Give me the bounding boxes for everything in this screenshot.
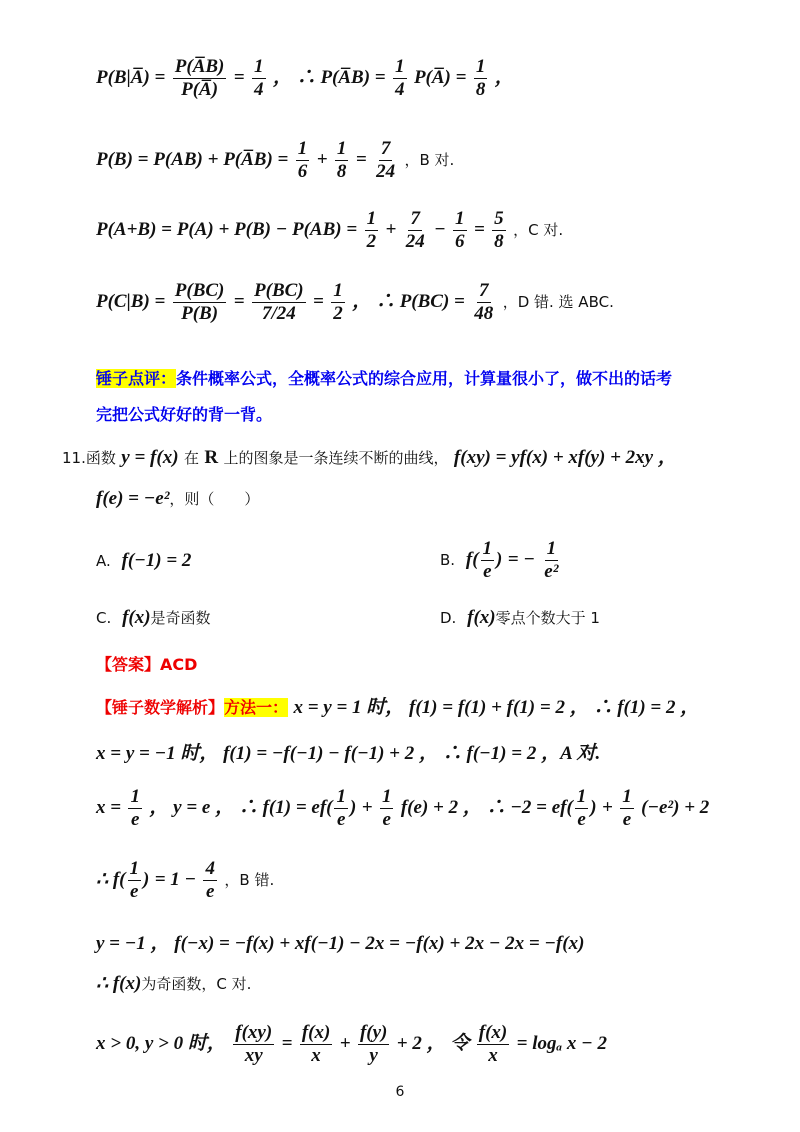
option-d	[440, 607, 600, 629]
fraction	[128, 786, 142, 831]
math-text: =	[233, 290, 245, 312]
denominator: 6	[455, 230, 465, 252]
numerator: 1	[482, 538, 493, 559]
denominator: e	[483, 560, 492, 582]
math-text: P(C|B) =	[96, 290, 166, 312]
answer-label: 【答案】ACD	[96, 655, 198, 674]
denominator: 2	[333, 302, 343, 324]
method-label: 方法一：	[224, 698, 289, 717]
denominator: 4	[395, 78, 405, 100]
fraction	[173, 56, 227, 101]
fraction	[481, 538, 495, 583]
numerator: 1	[475, 56, 486, 77]
denominator: x	[488, 1044, 498, 1066]
fraction	[334, 786, 348, 831]
math-text: = −	[507, 548, 535, 570]
denominator: 24	[405, 230, 425, 252]
math-text: x =	[96, 796, 122, 818]
math-text: +	[385, 218, 397, 240]
math-text: +	[316, 148, 328, 170]
math-text: y = −1 ， f(−x) = −f(x) + xf(−1) − 2x = −f(x) + 2x − 2x = −f(x)	[96, 933, 585, 954]
denominator: x	[311, 1044, 321, 1066]
verdict-text: ，B 错.	[224, 870, 275, 889]
question-text: 函数	[85, 449, 116, 467]
denominator: 6	[297, 160, 308, 182]
math-text: −	[434, 218, 446, 240]
question-text: 上的图象是一条连续不断的曲线，	[223, 449, 449, 467]
analysis-line-4: ∴ f( $\frac{1}{e}$ ) = 1 − $\frac{4}{e}$ ，B 错.	[96, 858, 275, 902]
option-a	[96, 550, 191, 572]
analysis-line-7	[96, 1022, 607, 1067]
comment-text: 条件概率公式，全概率公式的综合应用，计算量很小了，做不出的话考	[176, 369, 673, 388]
denominator: 8	[494, 230, 504, 252]
analysis-line-6	[96, 972, 251, 995]
denominator: e	[577, 808, 586, 830]
math-text: ，	[494, 66, 514, 88]
question-number: 11.	[62, 449, 86, 467]
math-text: P(A+B) = P(A) + P(B) − P(AB) =	[96, 218, 358, 240]
numerator: 1	[130, 786, 140, 807]
math-text: =	[281, 1032, 293, 1054]
equation-line-1	[96, 56, 514, 101]
math-text: =	[313, 290, 324, 312]
math-text: f(e) = −e²	[96, 488, 170, 509]
question-11	[62, 442, 677, 469]
denominator: 48	[474, 302, 494, 324]
fraction	[203, 858, 217, 903]
equation-line-3	[96, 208, 563, 253]
comment-text: 完把公式好好的背一背。	[96, 405, 273, 424]
math-text: ， ∴ P(A̅B) =	[272, 66, 386, 88]
numerator: 1	[366, 208, 377, 229]
option-label: D.	[440, 609, 457, 627]
math-text: +	[339, 1032, 351, 1054]
math-text: x = y = −1 时， f(1) = −f(−1) − f(−1) + 2 ， ∴ f(−1) = 2 ，A 对.	[96, 743, 601, 764]
math-text: =	[233, 66, 245, 88]
math-text: x > 0, y > 0 时，	[96, 1032, 226, 1054]
fraction	[358, 1022, 389, 1067]
math-text: +	[361, 796, 373, 818]
math-text: f(−1) = 2	[121, 550, 192, 571]
equation-line-2	[96, 138, 454, 183]
fraction	[374, 138, 397, 183]
numerator: 7	[479, 280, 489, 301]
numerator: 1	[546, 538, 557, 559]
fraction	[252, 280, 306, 325]
numerator: P(A̅B)	[174, 56, 225, 77]
numerator: 7	[410, 208, 420, 229]
fraction	[380, 786, 394, 831]
question-text: 在	[183, 449, 199, 467]
numerator: P(BC)	[174, 280, 225, 301]
numerator: 1	[395, 56, 405, 77]
fraction	[296, 138, 310, 183]
fraction	[252, 56, 266, 101]
equation-line-4	[96, 280, 614, 325]
denominator: 2	[366, 230, 377, 252]
fraction	[474, 56, 488, 101]
fraction	[128, 858, 142, 903]
numerator: 1	[254, 56, 264, 77]
fraction	[404, 208, 427, 253]
denominator: 24	[376, 160, 396, 182]
option-c	[96, 607, 211, 629]
analysis-label: 【锤子数学解析】	[96, 698, 225, 717]
analysis-line-5	[96, 928, 584, 955]
math-text: y = f(x)	[121, 447, 179, 468]
denominator: e	[206, 880, 215, 902]
option-text: 是奇函数	[150, 609, 211, 627]
fraction	[575, 786, 589, 831]
math-text: = 1 −	[154, 868, 197, 890]
math-text: ， y = e ， ∴ f(1) = ef	[149, 796, 327, 818]
denominator: 7/24	[261, 302, 296, 324]
denominator: e²	[544, 560, 559, 582]
denominator: e	[622, 808, 632, 830]
math-text: f(x)	[122, 607, 151, 628]
fraction	[472, 280, 495, 325]
math-text: + 2 ， 令	[396, 1032, 470, 1054]
denominator: e	[337, 808, 346, 830]
verdict-text: ，B 对.	[404, 150, 455, 169]
numerator: 4	[205, 858, 215, 879]
analysis-line-1	[96, 692, 699, 719]
numerator: 1	[381, 786, 392, 807]
answer-line	[96, 652, 197, 675]
math-text: ， ∴ P(BC) =	[352, 290, 465, 312]
fraction	[300, 1022, 332, 1067]
math-text: f(e) + 2 ， ∴ −2 = ef	[400, 796, 567, 818]
fraction	[492, 208, 506, 253]
numerator: 1	[336, 138, 347, 159]
denominator: 4	[254, 78, 264, 100]
fraction	[542, 538, 560, 583]
option-label: A.	[96, 552, 111, 570]
math-text: =	[355, 148, 367, 170]
math-text: f(x)	[467, 607, 496, 628]
comment-line-1	[96, 366, 672, 389]
numerator: f(xy)	[235, 1022, 273, 1043]
math-text: x = y = 1 时， f(1) = f(1) + f(1) = 2 ， ∴ f(1) = 2 ，	[293, 697, 700, 718]
numerator: 1	[129, 858, 139, 879]
math-text: f(xy) = yf(x) + xf(y) + 2xy ，	[453, 447, 677, 468]
numerator: 1	[455, 208, 465, 229]
question-11-cont	[96, 488, 259, 510]
fraction	[393, 56, 407, 101]
fraction	[331, 280, 345, 325]
page-number: 6	[395, 1084, 405, 1100]
math-text: = logₐ x − 2	[516, 1032, 607, 1054]
numerator: 5	[494, 208, 504, 229]
option-label: C.	[96, 609, 112, 627]
denominator: P(A̅)	[181, 78, 219, 100]
math-text: =	[473, 218, 485, 240]
verdict-text: ，C 对.	[513, 220, 564, 239]
numerator: 1	[576, 786, 587, 807]
denominator: P(B)	[181, 302, 219, 324]
numerator: 1	[297, 138, 308, 159]
question-text: ，则（ ）	[169, 490, 260, 508]
numerator: f(y)	[359, 1022, 388, 1043]
denominator: 8	[336, 160, 347, 182]
math-text: P(B|A̅) =	[96, 66, 166, 88]
numerator: f(x)	[478, 1022, 508, 1043]
denominator: e	[131, 808, 140, 830]
option-text: 零点个数大于 1	[495, 609, 600, 627]
fraction	[233, 1022, 274, 1067]
fraction	[620, 786, 634, 831]
math-text: P(B) = P(AB) + P(A̅B) =	[96, 148, 289, 170]
numerator: 7	[380, 138, 391, 159]
option-b: B. f( $\frac{1}{e}$ ) = − $\frac{1}{\text{e²}}$	[440, 538, 559, 582]
fraction	[173, 280, 227, 325]
fraction	[365, 208, 379, 253]
math-text: ∴ f	[96, 868, 120, 890]
math-text: R	[204, 447, 219, 468]
comment-line-2	[96, 402, 272, 425]
numerator: 1	[622, 786, 632, 807]
numerator: 1	[336, 786, 346, 807]
option-label: B.	[440, 550, 456, 569]
denominator: y	[369, 1044, 378, 1066]
math-text: ∴ f(x)	[96, 973, 142, 994]
numerator: P(BC)	[254, 280, 304, 301]
denominator: xy	[244, 1044, 263, 1066]
fraction	[335, 138, 349, 183]
comment-label: 锤子点评：	[96, 369, 177, 388]
math-text: P(A̅) =	[413, 66, 467, 88]
denominator: e	[130, 880, 139, 902]
analysis-line-2	[96, 738, 600, 765]
analysis-line-3: x = $\frac{1}{e}$ ， y = e ， ∴ f(1) = ef( $\frac{1}{e}$ ) + $\frac{1}{e}$ f(e) + 2 ， ∴ −2 = ef( $\frac{1}{e}$ ) + $\frac{1}{e}$ (−e²) + 2	[96, 786, 710, 830]
denominator: e	[382, 808, 391, 830]
fraction	[453, 208, 467, 253]
fraction	[477, 1022, 509, 1067]
verdict-text: 为奇函数，C 对.	[141, 975, 252, 993]
numerator: f(x)	[301, 1022, 331, 1043]
numerator: 1	[333, 280, 343, 301]
math-text: +	[602, 796, 613, 818]
math-text: (−e²) + 2	[641, 796, 710, 818]
denominator: 8	[475, 78, 486, 100]
verdict-text: ，D 错. 选 ABC.	[502, 292, 614, 311]
math-text: f	[465, 548, 473, 570]
